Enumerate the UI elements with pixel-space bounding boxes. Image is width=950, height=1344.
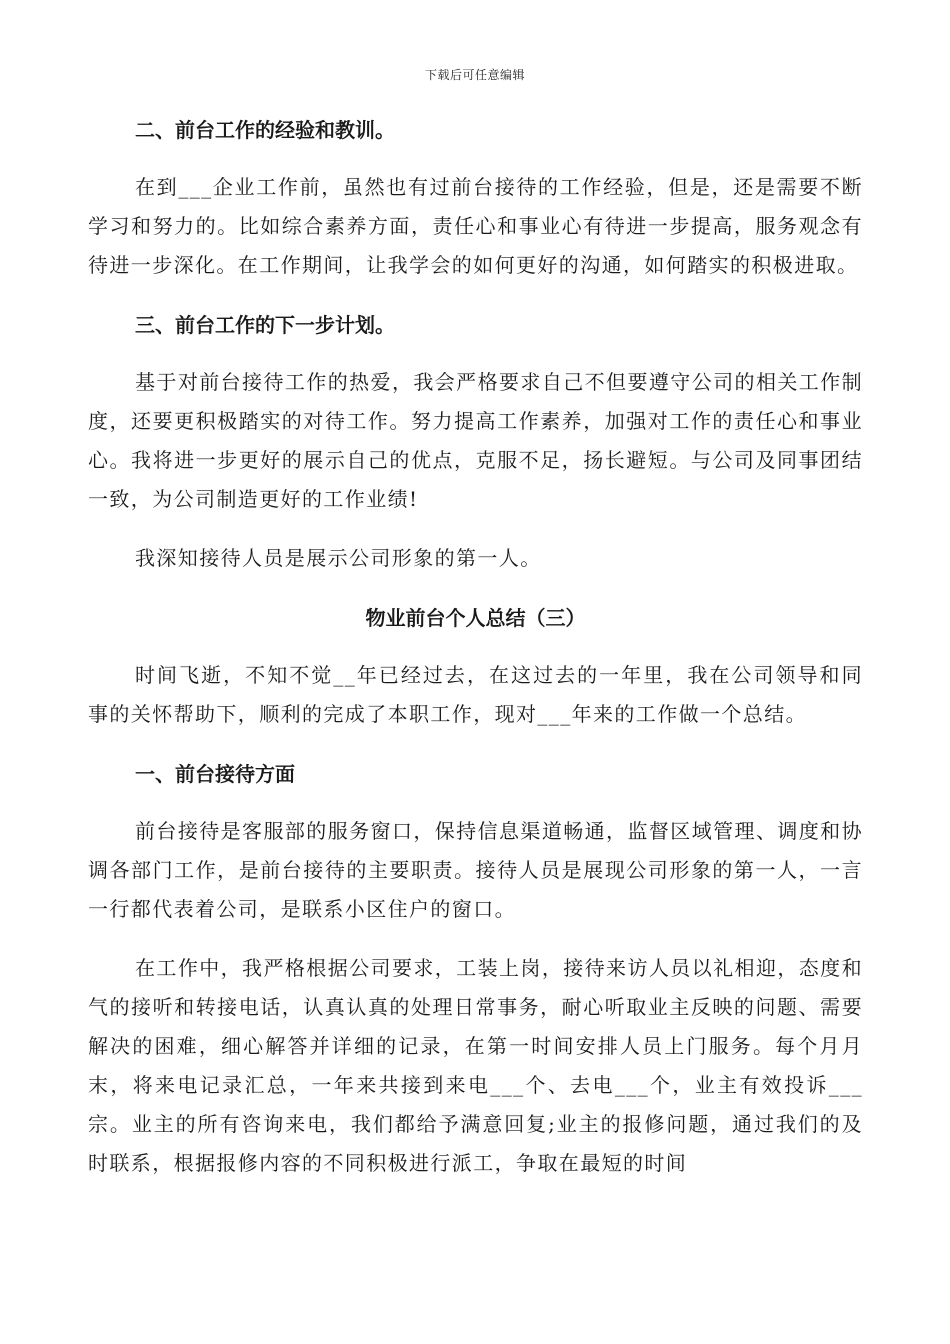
spacer bbox=[88, 519, 863, 539]
document-title: 物业前台个人总结（三） bbox=[365, 606, 586, 630]
part1-paragraph-1: 前台接待是客服部的服务窗口，保持信息渠道畅通，监督区域管理、调度和协调各部门工作，是前台接待的主要职责。接待人员是展现公司形象的第一人，一言一行都代表着公司，是联系小区住户的窗口。 bbox=[88, 819, 863, 921]
spacer bbox=[88, 638, 863, 656]
spacer bbox=[88, 285, 863, 305]
spacer bbox=[88, 345, 863, 363]
spacer bbox=[88, 929, 863, 949]
section-heading-3: 三、前台工作的下一步计划。 bbox=[135, 313, 395, 337]
spacer bbox=[88, 794, 863, 812]
intro-paragraph: 时间飞逝，不知不觉__年已经过去，在这过去的一年里，我在公司领导和同事的关怀帮助下，顺利的完成了本职工作，现对___年来的工作做一个总结。 bbox=[88, 663, 863, 726]
spacer bbox=[88, 578, 863, 598]
closing-paragraph: 我深知接待人员是展示公司形象的第一人。 bbox=[135, 546, 542, 570]
part-heading-1: 一、前台接待方面 bbox=[135, 762, 295, 786]
spacer bbox=[88, 150, 863, 168]
header-note: 下载后可任意编辑 bbox=[424, 68, 525, 82]
document-body bbox=[88, 110, 863, 1183]
spacer bbox=[88, 734, 863, 754]
section-heading-2: 二、前台工作的经验和教训。 bbox=[135, 118, 395, 142]
part1-paragraph-2: 在工作中，我严格根据公司要求，工装上岗，接待来访人员以礼相迎，态度和气的接听和转接电话，认真认真的处理日常事务，耐心听取业主反映的问题、需要解决的困难，细心解答并详细的记录，在第一时间安排人员上门服务。每个月月末，将来电记录汇总，一年来共接到来电___个、去电___个，业主有效投诉___宗。业主的所有咨询来电，我们都给予满意回复;业主的报修问题，通过我们的及时联系，根据报修内容的不同积极进行派工，争取在最短的时间 bbox=[88, 956, 863, 1175]
section-paragraph-3: 基于对前台接待工作的热爱，我会严格要求自己不但要遵守公司的相关工作制度，还要更积极踏实的对待工作。努力提高工作素养，加强对工作的责任心和事业心。我将进一步更好的展示自己的优点，克服不足，扬长避短。与公司及同事团结一致，为公司制造更好的工作业绩! bbox=[88, 370, 863, 511]
section-paragraph-2: 在到___企业工作前，虽然也有过前台接待的工作经验，但是，还是需要不断学习和努力的。比如综合素养方面，责任心和事业心有待进一步提高，服务观念有待进一步深化。在工作期间，让我学会的如何更好的沟通，如何踏实的积极进取。 bbox=[88, 175, 863, 277]
